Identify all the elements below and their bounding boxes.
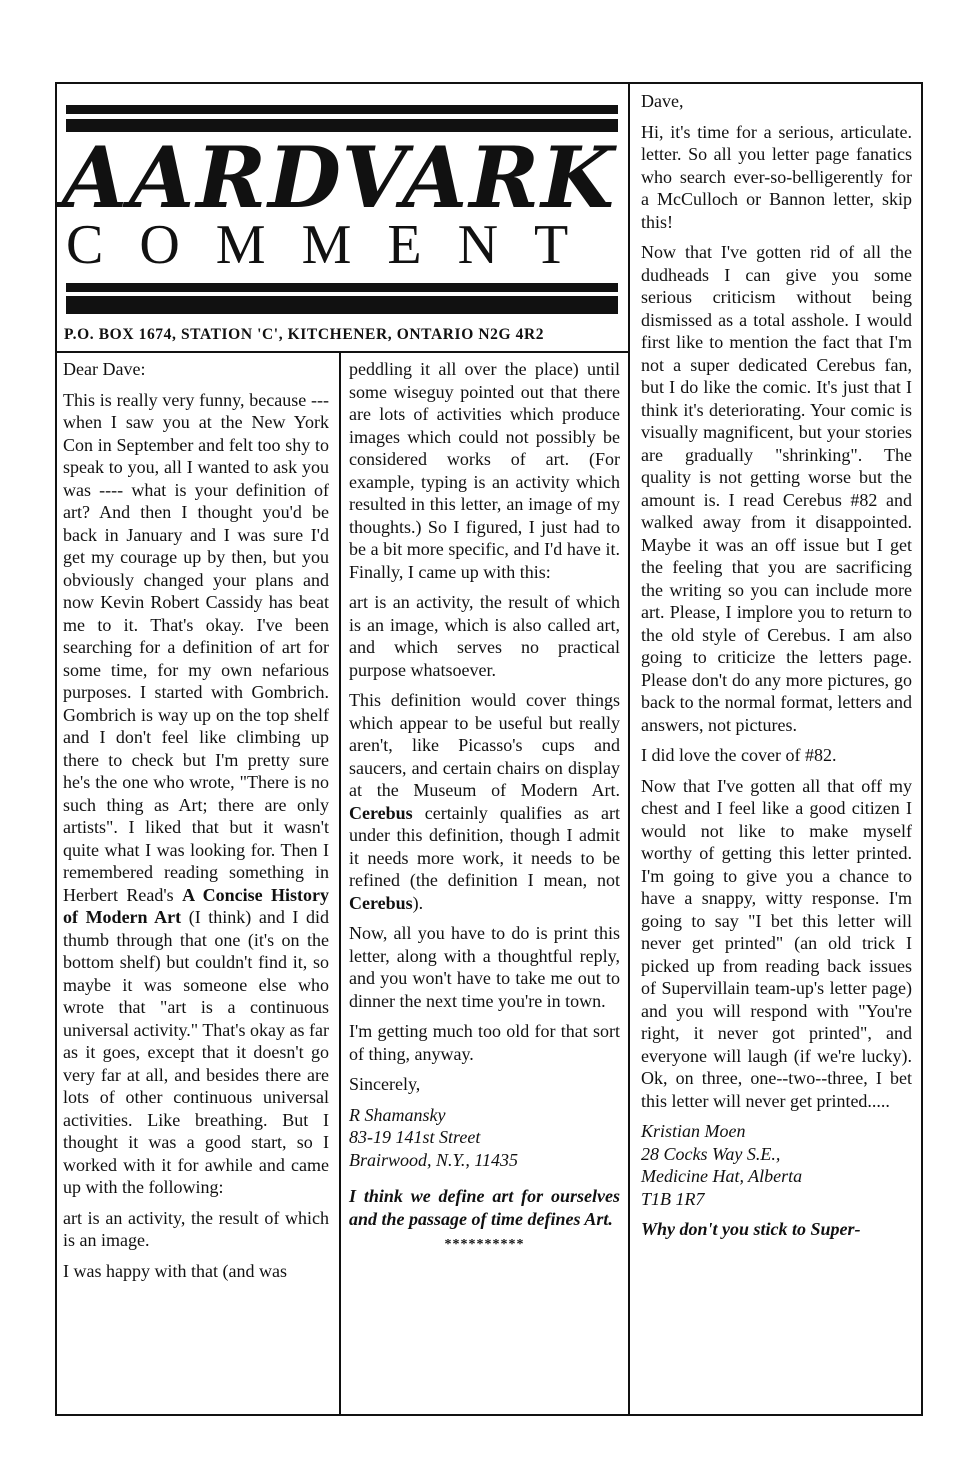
letter2-salutation: Dave, <box>641 91 684 111</box>
letter1-paragraph-5 <box>349 689 620 914</box>
letter1-p5-text-b: certainly qualifies as art under this definition, though I admit it needs more work, it needs to be refined (the definition I mean, not <box>349 802 620 890</box>
letter1-paragraph-2: art is an activity, the result of which is an image. <box>63 1207 329 1250</box>
letter1-paragraph-3-end: peddling it all over the place) until some wiseguy pointed out that there are lots of activities which produce images which could not possibly be considered works of art. (For example, typing is an activity which resulted in this letter, an image of my thoughts.) So I figured, I just had to be a bit more specific, and I'd have it. Finally, I came up with this: <box>349 359 620 582</box>
letter1-closing: Sincerely, <box>349 1074 421 1094</box>
masthead-subtitle: COMMENT <box>66 214 605 276</box>
separator-stars: ********** <box>444 1237 525 1252</box>
letter2-paragraph-2: Now that I've gotten rid of all the dudheads I can give you some serious criticism without being dismissed as a total asshole. I would first like to mention the fact that I'm not a super dedicated Cerebus fan, but I do like the comic. It's just that I think it's deteriorating. Your comic is visually magnificent, but your stories are gradually "shrinking". The quality is not getting worse but the amount is. I read Cerebus #82 and walked away from it disappointed. Maybe it was an off issue but I get the feeling that you are sacrificing the writing so you can include more art. Please, I implore you to return to the old style of Cerebus. I am also going to criticize the letters page. Please don't do any more pictures, go back to the normal format, letters and answers, not pictures. <box>641 242 912 735</box>
letter1-paragraph-3-start: I was happy with that (and was <box>63 1260 287 1281</box>
letter1-paragraph-7: I'm getting much too old for that sort of thing, anyway. <box>349 1021 620 1064</box>
letter1-paragraph-4: art is an activity, the result of which is an image, which is also called art, and which serves no practical purpose whatsoever. <box>349 592 620 680</box>
editor-reply-2: Why don't you stick to Super- <box>641 1219 861 1239</box>
column-divider-right <box>628 82 630 1416</box>
signature-address-line: 83-19 141st Street <box>349 1127 481 1147</box>
mailing-address: P.O. BOX 1674, STATION 'C', KITCHENER, ONTARIO N2G 4R2 <box>64 326 545 343</box>
header-bottom-rule <box>55 351 630 353</box>
signature-name: R Shamansky <box>349 1104 446 1125</box>
letter1-signature <box>349 1104 620 1172</box>
letter1-p1-text-b: (I think) and I did thumb through that one (it's on the bottom shelf) but couldn't find it, so maybe it was someone else who wrote that "art is a continuous universal activity." That's okay as far as it goes, except that it doesn't go very far at all, and besides there are lots of other continuous universal activities. Like breathing. But I thought it was a good start, so I worked with it for awhile and came up with the following: <box>63 907 330 1197</box>
book-title: A Concise History of Modern Art <box>63 884 329 927</box>
header-bar-1 <box>66 105 618 114</box>
letter1-column-1 <box>63 358 329 1282</box>
header-bar-4 <box>66 296 618 314</box>
column-divider-left <box>339 352 341 1416</box>
signature-address-line: Brairwood, N.Y., 11435 <box>349 1149 519 1170</box>
cerebus-title: Cerebus <box>349 802 413 823</box>
letter1-p1-text-a: This is really very funny, because --- when I saw you at the New York Con in September and felt too shy to speak to you, all I wanted to ask you was ---- what is your definition of art? And then I thought you'd be back in January and I was sure I'd get my courage up by then, but you obviously changed your plans and now Kevin Robert Cassidy has beat me to it. That's okay. I've been searching for a definition of art for some time, for my own nefarious purposes. I started with Gombrich. Gombrich is way up on the top shelf and I don't feel like climbing up there to check but I'm pretty sure he's the one who wrote, "There is no such thing as Art; there are only artists". I liked that but it wasn't quite what I was looking for. Then I remembered reading something in Herbert Read's <box>63 389 329 905</box>
editor-reply-1: I think we define art for ourselves and the passage of time defines Art. <box>349 1186 620 1229</box>
letter2-paragraph-4: Now that I've gotten all that off my chest and I feel like a good citizen I would not like to make myself worthy of getting this letter printed. I'm going to give you a chance to have a snappy, witty response. I'm going to say "I bet this letter will never get printed" (an old trick I picked up from reading back issues of Supervillain team-up's letter page) and you will respond with "You're right, it never got printed", and everyone will laugh (if we're lucky). Ok, on three, one--two--three, I bet this letter will never get printed..... <box>641 775 912 1111</box>
cerebus-title: Cerebus <box>349 892 413 913</box>
letter1-p5-text-c: ). <box>412 892 424 913</box>
masthead-title: AARDVARK <box>62 128 617 227</box>
letter1-paragraph-6: Now, all you have to do is print this letter, along with a thoughtful reply, and you won't have to take me out to dinner the next time you're in town. <box>349 923 620 1011</box>
letter1-paragraph-1 <box>63 389 329 1199</box>
signature-address-line: T1B 1R7 <box>641 1188 705 1209</box>
letter1-column-2 <box>349 358 620 1257</box>
letter2-signature <box>641 1120 912 1210</box>
signature-address-line: Medicine Hat, Alberta <box>641 1166 803 1186</box>
letter2-paragraph-1: Hi, it's time for a serious, articulate. letter. So all you letter page fanatics who search ever-so-belligerently for a McCulloch or Bannon letter, skip this! <box>641 121 912 232</box>
signature-name: Kristian Moen <box>641 1121 746 1141</box>
signature-address-line: 28 Cocks Way S.E., <box>641 1143 781 1164</box>
letter2-column <box>641 90 912 1249</box>
letter2-paragraph-3: I did love the cover of #82. <box>641 745 837 765</box>
letter1-salutation: Dear Dave: <box>63 359 146 379</box>
header-bar-3 <box>66 283 618 292</box>
letter1-p5-text-a: This definition would cover things which appear to be useful but really aren't, like Picasso's cups and saucers, and certain chairs on display at the Museum of Modern Art. <box>349 690 620 800</box>
